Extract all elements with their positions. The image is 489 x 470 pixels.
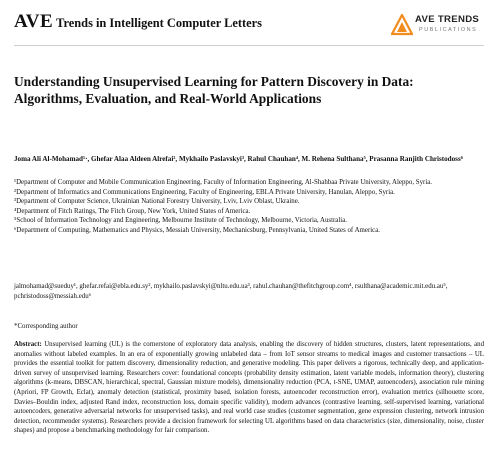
affiliation-item: ³Department of Computer Science, Ukrainian National Forestry University, Lviv, Lviv Oblast, Ukraine. [14,198,300,206]
affiliation-list [14,178,482,236]
abstract [14,340,484,436]
logo-brand-text: AVE TRENDS [415,14,480,25]
logo-subtitle-text: PUBLICATIONS [419,27,478,33]
author-emails: jalmohamad@sueduy¹, ghefar.refai@ebla.edu.sy², mykhailo.paslavskyi@nltu.edu.ua³, rahul.chauhan@thefitchgroup.com⁴, rsulthana@academic.mit.edu.au⁵, pchristodoss@messiah.edu⁶ [14,283,448,300]
affiliation-item: ²Department of Informatics and Communications Engineering, Faculty of Engineering, EBLA Private University, Hanulan, Aleppo, Syria. [14,188,395,196]
affiliation-item: ⁵School of Information Technology and Engineering, Melbourne Institute of Technology, Melbourne, Victoria, Australia. [14,217,347,225]
corresponding-author-note: *Corresponding author [14,323,78,330]
journal-acronym: AVE [14,11,54,32]
affiliation-item: ⁶Department of Computing, Mathematics and Physics, Messiah University, Mechanicsburg, Pennsylvania, United States of America. [14,226,381,234]
publisher-logo [391,13,483,39]
affiliation-item: ⁴Department of Fitch Ratings, The Fitch Group, New York, United States of America. [14,207,251,215]
abstract-label: Abstract: [14,341,42,348]
header-divider [14,45,484,46]
journal-title [14,12,262,33]
paper-title: Understanding Unsupervised Learning for Pattern Discovery in Data: Algorithms, Evaluation, and Real-World Applications [14,74,414,106]
author-list: Joma Ali Al-Mohamad¹·, Ghefar Alaa Aldeen Alrefai², Mykhailo Paslavskyi³, Rahul Chauhan⁴, M. Rehena Sulthana⁵, Prasanna Ranjith Christodoss⁶ [14,155,463,163]
abstract-text: Unsupervised learning (UL) is the cornerstone of exploratory data analysis, enabling the discovery of hidden structures, clusters, latent representations, and anomalies without labeled examples. In an era of exponentially growing unlabeled data – from IoT sensor streams to medical images and customer transactions – UL provides the essential toolkit for pattern discovery, dimensionality reduction, and generative modeling. This paper delivers a rigorous, technically deep, and application-driven survey of unsupervised learning. Researchers cover: foundational concepts (probability density estimation, latent variable models, information theory), clustering algorithms (k-means, DBSCAN, hierarchical, spectral, Gaussian mixture models), dimensionality reduction (PCA, t-SNE, UMAP, autoencoders), association rule mining (Apriori, FP Growth, Eclat), anomaly detection (statistical, proximity based, isolation forests, autoencoder reconstruction error), evaluation metrics (silhouette score, Davies–Bouldin index, adjusted Rand index, reconstruction loss, domain specific validity), modern advances (contrastive learning, self-supervised learning, variational autoencoders, generative adversarial networks for unsupervised tasks), and real world case studies (customer segmentation, gene expression clustering, network intrusion detection, recommender systems). Researchers provide a decision framework for selecting UL algorithms based on data characteristics (size, dimensionality, noise, cluster shapes) and propose a benchmarking methodology for fair comparison. [14,341,484,435]
affiliation-item: ¹Department of Computer and Mobile Communication Engineering, Faculty of Information Engineering, Al-Shahbaa Private University, Aleppo, Syria. [14,179,433,186]
ave-trends-triangle-logo-icon [391,14,413,36]
journal-name: Trends in Intelligent Computer Letters [56,16,262,30]
